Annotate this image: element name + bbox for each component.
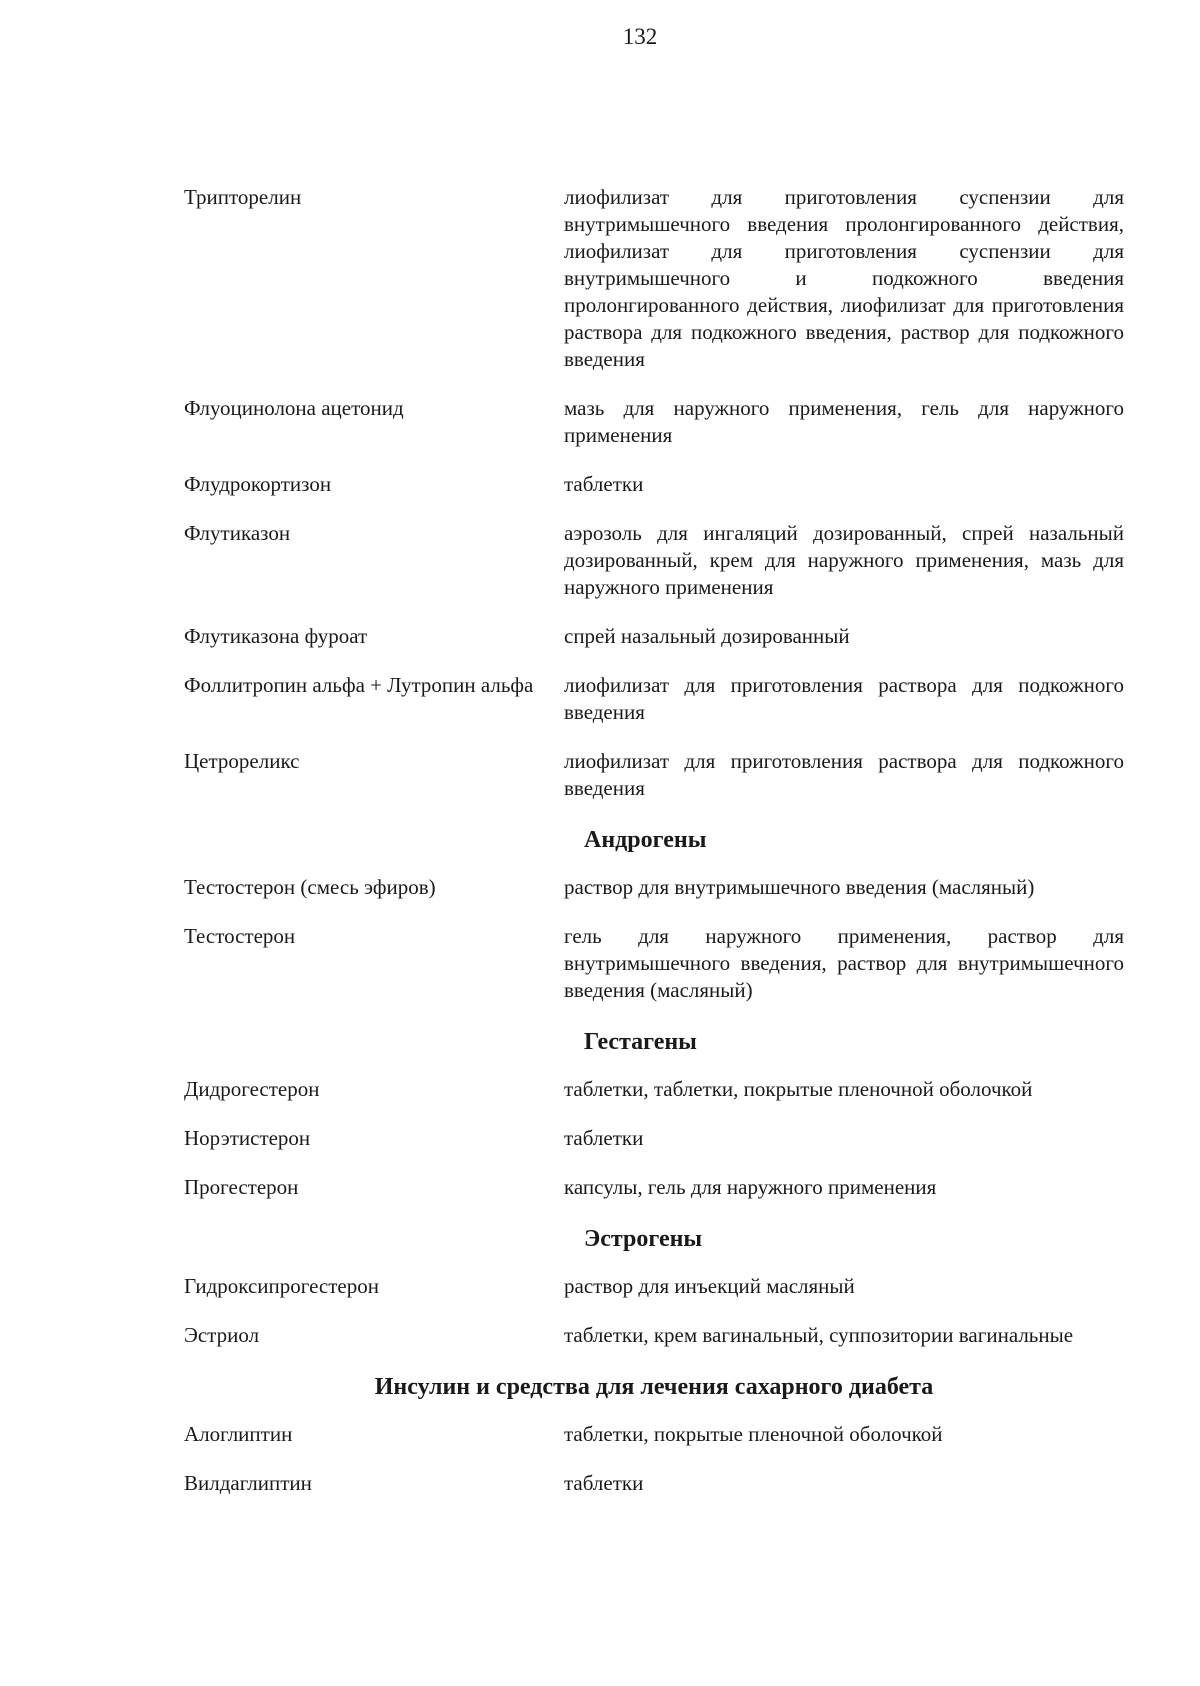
drug-name: Тестостерон	[184, 924, 296, 948]
drug-name: Трипторелин	[184, 185, 302, 209]
dosage-forms: раствор для инъекций масляный	[564, 1274, 855, 1298]
section-heading-insulin: Инсулин и средства для лечения сахарного диабета	[374, 1374, 934, 1400]
dosage-forms: мазь для наружного применения, гель для наружного применения	[564, 396, 1124, 447]
section-heading-androgens: Андрогены	[584, 827, 707, 853]
drug-name: Тестостерон (смесь эфиров)	[184, 875, 436, 899]
drug-name: Гидроксипрогестерон	[184, 1274, 379, 1298]
dosage-forms: таблетки	[564, 472, 644, 496]
dosage-forms: гель для наружного применения, раствор для внутримышечного введения, раствор для внутримышечного введения (масляный)	[564, 924, 1124, 1002]
drug-name: Вилдаглиптин	[184, 1471, 312, 1495]
table-row	[184, 1421, 1124, 1448]
drug-name: Флутиказона фуроат	[184, 624, 368, 648]
drug-name: Норэтистерон	[184, 1126, 311, 1150]
table-row	[184, 184, 1124, 373]
drug-name: Фоллитропин альфа + Лутропин альфа	[184, 673, 534, 697]
dosage-forms: таблетки, покрытые пленочной оболочкой	[564, 1422, 943, 1446]
table-row	[184, 1470, 1124, 1497]
section-heading-gestagens: Гестагены	[584, 1029, 697, 1055]
table-row	[184, 520, 1124, 601]
dosage-forms: лиофилизат для приготовления раствора для подкожного введения	[564, 749, 1124, 800]
dosage-forms: раствор для внутримышечного введения (масляный)	[564, 875, 1035, 899]
table-row	[184, 471, 1124, 498]
table-row	[184, 1174, 1124, 1201]
table-row	[184, 874, 1124, 901]
dosage-forms: лиофилизат для приготовления суспензии для внутримышечного введения пролонгированного действия, лиофилизат для приготовления суспензии для внутримышечного и подкожного введения пролонгированного действия, лиофилизат для приготовления раствора для подкожного введения, раствор для подкожного введения	[564, 185, 1124, 371]
table-row	[184, 395, 1124, 449]
table-row	[184, 1322, 1124, 1349]
drug-name: Алоглиптин	[184, 1422, 293, 1446]
table-row	[184, 923, 1124, 1004]
drug-name: Прогестерон	[184, 1175, 299, 1199]
table-row	[184, 623, 1124, 650]
dosage-forms: аэрозоль для ингаляций дозированный, спрей назальный дозированный, крем для наружного применения, мазь для наружного применения	[564, 521, 1124, 599]
table-row	[184, 1273, 1124, 1300]
dosage-forms: таблетки	[564, 1471, 644, 1495]
dosage-forms: таблетки	[564, 1126, 644, 1150]
drug-name: Флуоцинолона ацетонид	[184, 396, 404, 420]
dosage-forms: капсулы, гель для наружного применения	[564, 1175, 937, 1199]
section-heading-estrogens: Эстрогены	[584, 1226, 703, 1252]
table-row	[184, 1125, 1124, 1152]
table-row	[184, 1076, 1124, 1103]
drug-name: Флутиказон	[184, 521, 291, 545]
drug-name: Флудрокортизон	[184, 472, 332, 496]
dosage-forms: лиофилизат для приготовления раствора для подкожного введения	[564, 673, 1124, 724]
dosage-forms: спрей назальный дозированный	[564, 624, 850, 648]
dosage-forms: таблетки, крем вагинальный, суппозитории вагинальные	[564, 1323, 1074, 1347]
drug-name: Дидрогестерон	[184, 1077, 320, 1101]
table-row	[184, 748, 1124, 802]
drug-name: Эстриол	[184, 1323, 260, 1347]
table-row	[184, 672, 1124, 726]
page-number: 132	[622, 24, 658, 49]
drug-name: Цетрореликс	[184, 749, 300, 773]
drug-table	[184, 184, 1124, 1519]
dosage-forms: таблетки, таблетки, покрытые пленочной оболочкой	[564, 1077, 1033, 1101]
